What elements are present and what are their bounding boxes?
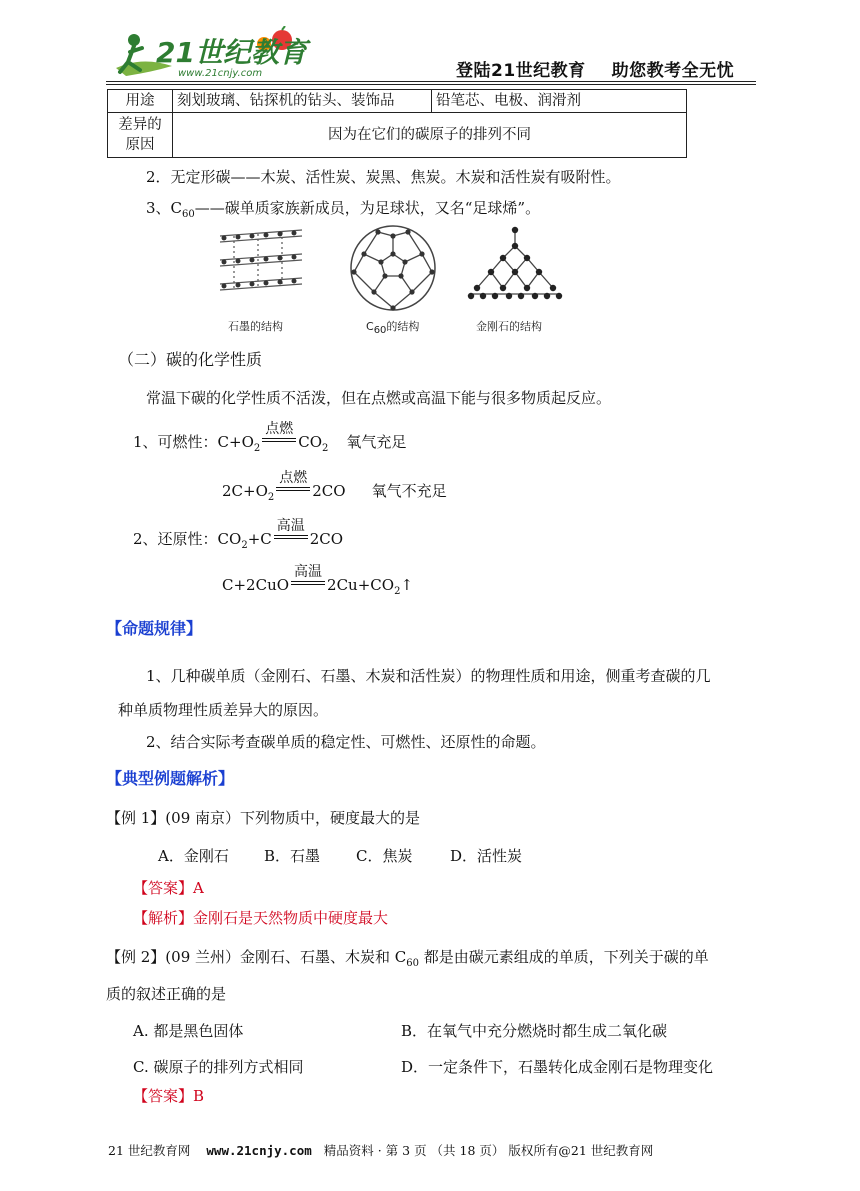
paragraph-chemical-intro: 常温下碳的化学性质不活泼，但在点燃或高温下能与很多物质起反应。 bbox=[146, 389, 612, 407]
diamond-structure-image bbox=[463, 222, 567, 310]
c60-structure-image bbox=[346, 222, 440, 314]
example-2-option-c: C. 碳原子的排列方式相同 bbox=[133, 1058, 304, 1076]
use-graphite: 铅笔芯、电极、润滑剂 bbox=[432, 90, 687, 113]
graphite-structure-image bbox=[214, 222, 308, 308]
rule-1-line-2: 种单质物理性质差异大的原因。 bbox=[118, 701, 329, 719]
carbon-properties-table bbox=[107, 89, 687, 158]
reaction-reduction-cuo: C+2CuO 高温 $2Cu+CO_2↑$ bbox=[222, 564, 414, 597]
logo-graphic bbox=[112, 26, 312, 82]
table-row bbox=[108, 113, 687, 158]
reason-text: 因为在它们的碳原子的排列不同 bbox=[173, 113, 687, 158]
reaction-condition: 点燃 bbox=[260, 433, 298, 451]
example-1-option-b: B．石墨 bbox=[264, 847, 321, 865]
footer-page-info: 精品资料 · 第 3 页 （共 18 页） 版权所有@21 世纪教育网 bbox=[323, 1143, 654, 1158]
page-footer bbox=[108, 1141, 653, 1159]
example-2-question-line-2: 质的叙述正确的是 bbox=[106, 985, 227, 1003]
example-2-option-d: D．一定条件下，石墨转化成金刚石是物理变化 bbox=[401, 1058, 714, 1076]
example-2-option-a: A. 都是黑色固体 bbox=[133, 1022, 244, 1040]
heading-exam-rules: 【命题规律】 bbox=[106, 619, 203, 638]
use-diamond: 刻划玻璃、钻探机的钻头、装饰品 bbox=[173, 90, 432, 113]
logo-url: www.21cnjy.com bbox=[178, 68, 263, 79]
reaction-condition: 高温 bbox=[272, 530, 310, 548]
example-1-answer: 【答案】A bbox=[133, 879, 204, 897]
example-1-option-a: A．金刚石 bbox=[158, 847, 229, 865]
slogan-right: 助您教考全无忧 bbox=[611, 61, 735, 81]
footer-site-name: 21 世纪教育网 bbox=[108, 1143, 191, 1158]
heading-typical-examples: 【典型例题解析】 bbox=[106, 769, 235, 788]
caption-graphite: 石墨的结构 bbox=[228, 320, 283, 333]
reaction-combustion-full: 1、可燃性：$C+O_2$ 点燃 $CO_2$ 氧气充足 bbox=[133, 421, 407, 454]
site-logo[interactable] bbox=[112, 26, 312, 82]
example-2-option-b: B．在氧气中充分燃烧时都生成二氧化碳 bbox=[401, 1022, 668, 1040]
row-label-use: 用途 bbox=[108, 90, 173, 113]
row-label-reason: 差异的 原因 bbox=[108, 113, 173, 158]
reaction-condition: 高温 bbox=[289, 576, 327, 594]
logo-text: 21世纪教育 bbox=[156, 36, 307, 69]
example-2-answer: 【答案】B bbox=[133, 1087, 205, 1105]
example-1-question: 【例 1】(09 南京）下列物质中，硬度最大的是 bbox=[106, 809, 421, 827]
gas-arrow-icon: ↑ bbox=[400, 576, 414, 594]
header-rule-bottom bbox=[106, 84, 756, 85]
header-rule-top bbox=[106, 81, 756, 82]
rule-2: 2、结合实际考查碳单质的稳定性、可燃性、还原性的命题。 bbox=[146, 733, 546, 751]
example-1-option-c: C．焦炭 bbox=[356, 847, 413, 865]
paragraph-c60: 3、$C_{60}——$碳单质家族新成员，为足球状，又名“足球烯”。 bbox=[146, 199, 541, 220]
header-slogan bbox=[456, 56, 734, 81]
section-title-chemical: （二）碳的化学性质 bbox=[118, 350, 263, 369]
example-1-option-d: D．活性炭 bbox=[450, 847, 523, 865]
caption-c60: $C_{60}$的结构 bbox=[366, 320, 420, 337]
reaction-condition: 点燃 bbox=[274, 482, 312, 500]
example-2-question-line-1: 【例 2】(09 兰州）金刚石、石墨、木炭和 $C_{60}$ 都是由碳元素组成的单质，下列关于碳的单 bbox=[106, 948, 709, 969]
caption-diamond: 金刚石的结构 bbox=[476, 320, 542, 333]
table-row bbox=[108, 90, 687, 113]
rule-1-line-1: 1、几种碳单质（金刚石、石墨、木炭和活性炭）的物理性质和用途，侧重考查碳的几 bbox=[146, 667, 711, 685]
slogan-left: 登陆21世纪教育 bbox=[456, 61, 586, 81]
footer-url-link[interactable]: www.21cnjy.com bbox=[206, 1143, 312, 1158]
paragraph-amorphous-carbon: 2．无定形碳——木炭、活性炭、炭黑、焦炭。木炭和活性炭有吸附性。 bbox=[146, 168, 621, 186]
reaction-combustion-partial: $2C+O_2$ 点燃 2CO 氧气不充足 bbox=[222, 470, 447, 503]
reaction-reduction-co2: 2、还原性：$CO_2+C$ 高温 2CO bbox=[133, 518, 344, 551]
example-1-explanation: 【解析】金刚石是天然物质中硬度最大 bbox=[133, 909, 389, 927]
